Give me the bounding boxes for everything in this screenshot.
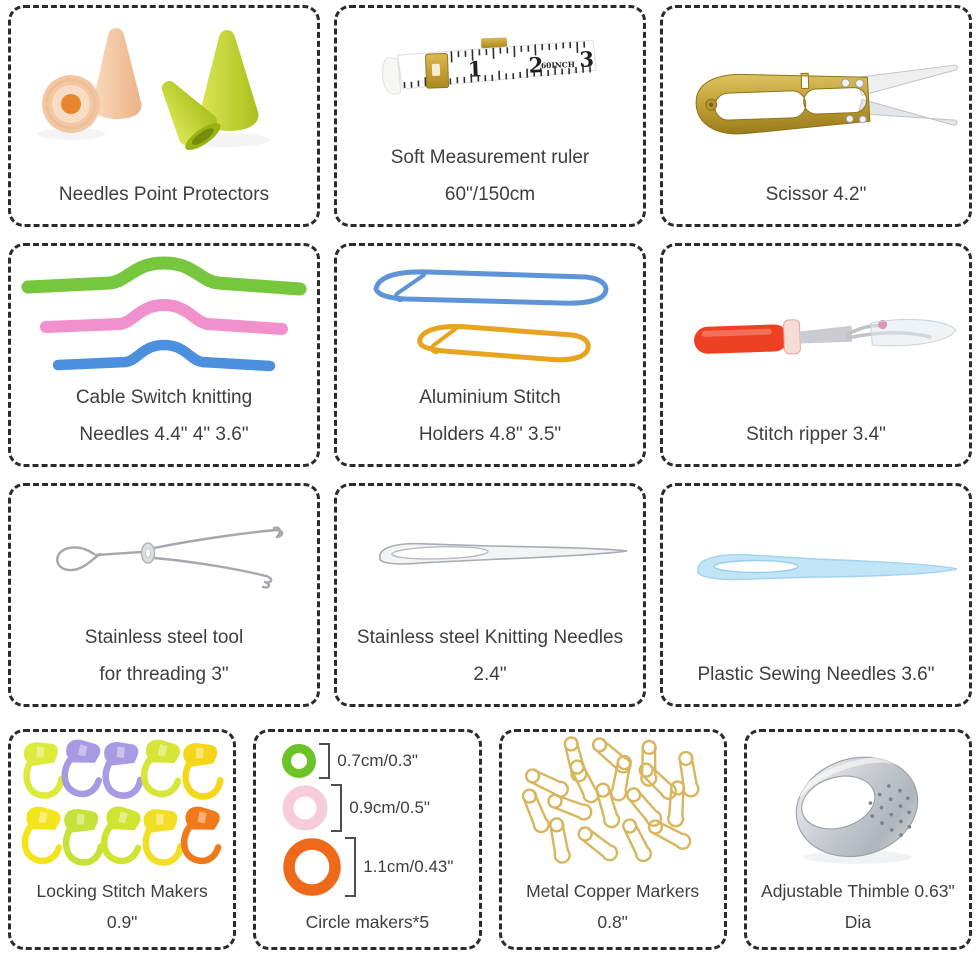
caption-line: Soft Measurement ruler bbox=[390, 147, 590, 168]
caption-line: Metal Copper Markers bbox=[526, 881, 700, 901]
peach-cone-bottom-view bbox=[42, 75, 100, 133]
ring-label: 0.7cm/0.3" bbox=[337, 750, 418, 770]
lock-marker-10 bbox=[183, 806, 221, 862]
lower-blade bbox=[858, 96, 957, 128]
stitch-holders-image bbox=[337, 246, 643, 379]
svg-text:2: 2 bbox=[528, 51, 544, 78]
cable-needle-pink bbox=[46, 305, 282, 329]
bracket bbox=[331, 784, 342, 832]
cell-circle-makers bbox=[253, 729, 481, 950]
caption-needles-point-protectors bbox=[11, 176, 317, 224]
ring-green bbox=[282, 744, 316, 778]
caption-plastic-sewing-needle bbox=[663, 656, 969, 704]
cell-soft-measurement-ruler bbox=[334, 5, 646, 227]
caption-line: Adjustable Thimble 0.63" bbox=[761, 881, 955, 901]
locking-markers-illustration bbox=[18, 735, 226, 873]
thimble-ring bbox=[785, 743, 930, 870]
tape-clasp bbox=[425, 53, 448, 88]
needles-point-protectors-image bbox=[11, 8, 317, 176]
stitch-holder-blue bbox=[376, 271, 606, 302]
svg-text:60INCH: 60INCH bbox=[540, 59, 575, 70]
caption-line: 0.8" bbox=[597, 912, 628, 932]
caption-line: Plastic Sewing Needles 3.6" bbox=[697, 664, 935, 685]
caption-line: Dia bbox=[844, 912, 871, 932]
lock-marker-7 bbox=[63, 807, 101, 863]
caption-circle-makers bbox=[256, 907, 478, 947]
cell-scissor bbox=[660, 5, 972, 227]
caption-line: Scissor 4.2" bbox=[765, 184, 867, 205]
caption-line: Needles 4.4" 4" 3.6" bbox=[79, 424, 249, 445]
thimble-illustration bbox=[750, 734, 965, 874]
caption-line: Stainless steel Knitting Needles bbox=[356, 627, 624, 648]
cable-needle-blue bbox=[58, 345, 270, 366]
stitch-holders-illustration bbox=[340, 249, 640, 377]
cell-locking-stitch-makers bbox=[8, 729, 236, 950]
threading-tool-collar bbox=[142, 543, 155, 563]
threading-tool-wire bbox=[57, 527, 282, 587]
pivot-screw bbox=[706, 99, 717, 110]
caption-line: Circle makers*5 bbox=[305, 912, 430, 932]
cable-needle-green bbox=[28, 263, 300, 289]
caption-adjustable-thimble bbox=[747, 876, 969, 947]
stitch-holder-gold bbox=[420, 326, 588, 359]
lock-marker-6 bbox=[23, 806, 61, 862]
stitch-ripper-illustration bbox=[666, 261, 966, 401]
ring-row-small bbox=[282, 743, 478, 779]
ripper-handle bbox=[694, 324, 789, 354]
caption-line: Needles Point Protectors bbox=[58, 184, 270, 205]
measuring-tape-illustration bbox=[340, 14, 640, 134]
ring-orange bbox=[282, 837, 342, 897]
lock-marker-3 bbox=[104, 741, 141, 797]
circle-makers-image bbox=[256, 732, 478, 907]
plastic-needle-eye bbox=[714, 561, 798, 573]
cell-adjustable-thimble bbox=[744, 729, 972, 950]
grid-row-4 bbox=[8, 729, 972, 950]
lock-marker-4 bbox=[142, 739, 181, 796]
caption-line: 60"/150cm bbox=[444, 184, 536, 205]
lock-marker-2 bbox=[63, 739, 101, 795]
lock-marker-8 bbox=[102, 805, 142, 862]
tape-left-curl bbox=[382, 57, 401, 94]
thimble-image bbox=[747, 732, 969, 876]
cell-metal-copper-markers bbox=[499, 729, 727, 950]
ring-label: 1.1cm/0.43" bbox=[363, 856, 454, 876]
caption-line: 0.9" bbox=[106, 912, 138, 932]
caption-line: 2.4" bbox=[473, 664, 507, 685]
cell-plastic-sewing-needle bbox=[660, 483, 972, 707]
cell-steel-knitting-needle bbox=[334, 483, 646, 707]
lock-marker-1 bbox=[23, 740, 63, 797]
caption-steel-knitting-needle bbox=[337, 619, 643, 704]
scissor-image bbox=[663, 8, 969, 176]
ripper-clear-cover bbox=[870, 318, 956, 347]
cable-needles-image bbox=[11, 246, 317, 379]
ring-pink bbox=[282, 785, 328, 831]
threading-tool-illustration bbox=[14, 492, 314, 614]
cell-stitch-holders bbox=[334, 243, 646, 467]
caption-line: for threading 3" bbox=[99, 664, 229, 685]
ring-row-medium bbox=[282, 784, 478, 832]
copper-pin-pile bbox=[516, 734, 711, 867]
plastic-needle-image bbox=[663, 486, 969, 656]
ripper-collar bbox=[783, 320, 800, 355]
copper-markers-illustration bbox=[507, 734, 719, 874]
caption-line: Locking Stitch Makers bbox=[36, 881, 208, 901]
caption-metal-copper-markers bbox=[502, 876, 724, 947]
caption-stitch-holders bbox=[337, 379, 643, 464]
stitch-ripper-image bbox=[663, 246, 969, 416]
caption-line: Stitch ripper 3.4" bbox=[746, 424, 886, 445]
caption-line: Stainless steel tool bbox=[84, 627, 244, 648]
scissor-illustration bbox=[666, 17, 966, 167]
caption-cable-needles bbox=[11, 379, 317, 464]
caption-scissor bbox=[663, 176, 969, 224]
tape-far-end-tab bbox=[481, 37, 507, 48]
bracket bbox=[319, 743, 330, 779]
locking-stitch-makers-image bbox=[11, 732, 233, 876]
cell-threading-tool bbox=[8, 483, 320, 707]
caption-line: Holders 4.8" 3.5" bbox=[418, 424, 562, 445]
grid-row-1 bbox=[8, 5, 972, 227]
needle-point-protectors-illustration bbox=[14, 16, 314, 168]
steel-needle-illustration bbox=[340, 498, 640, 608]
ripper-shaft bbox=[800, 326, 853, 344]
grid-row-3 bbox=[8, 483, 972, 707]
caption-line: Cable Switch knitting bbox=[75, 387, 253, 408]
plastic-needle-illustration bbox=[666, 511, 966, 631]
measuring-tape-image bbox=[337, 8, 643, 139]
upper-blade bbox=[855, 65, 958, 96]
cell-needles-point-protectors bbox=[8, 5, 320, 227]
cell-cable-switch-needles bbox=[8, 243, 320, 467]
caption-soft-measurement-ruler bbox=[337, 139, 643, 224]
threading-tool-image bbox=[11, 486, 317, 619]
ring-row-large bbox=[282, 837, 478, 897]
lock-marker-5 bbox=[182, 741, 221, 798]
svg-text:1: 1 bbox=[467, 55, 483, 82]
cable-needles-illustration bbox=[14, 249, 314, 377]
svg-text:3: 3 bbox=[578, 45, 595, 72]
steel-needle-image bbox=[337, 486, 643, 619]
bracket bbox=[345, 837, 356, 897]
grid-row-2 bbox=[8, 243, 972, 467]
caption-line: Aluminium Stitch bbox=[419, 387, 561, 408]
caption-locking-stitch-makers bbox=[11, 876, 233, 947]
ring-label: 0.9cm/0.5" bbox=[349, 797, 430, 817]
cell-stitch-ripper bbox=[660, 243, 972, 467]
lock-marker-9 bbox=[143, 807, 182, 864]
caption-threading-tool bbox=[11, 619, 317, 704]
copper-markers-image bbox=[502, 732, 724, 876]
caption-stitch-ripper bbox=[663, 416, 969, 464]
